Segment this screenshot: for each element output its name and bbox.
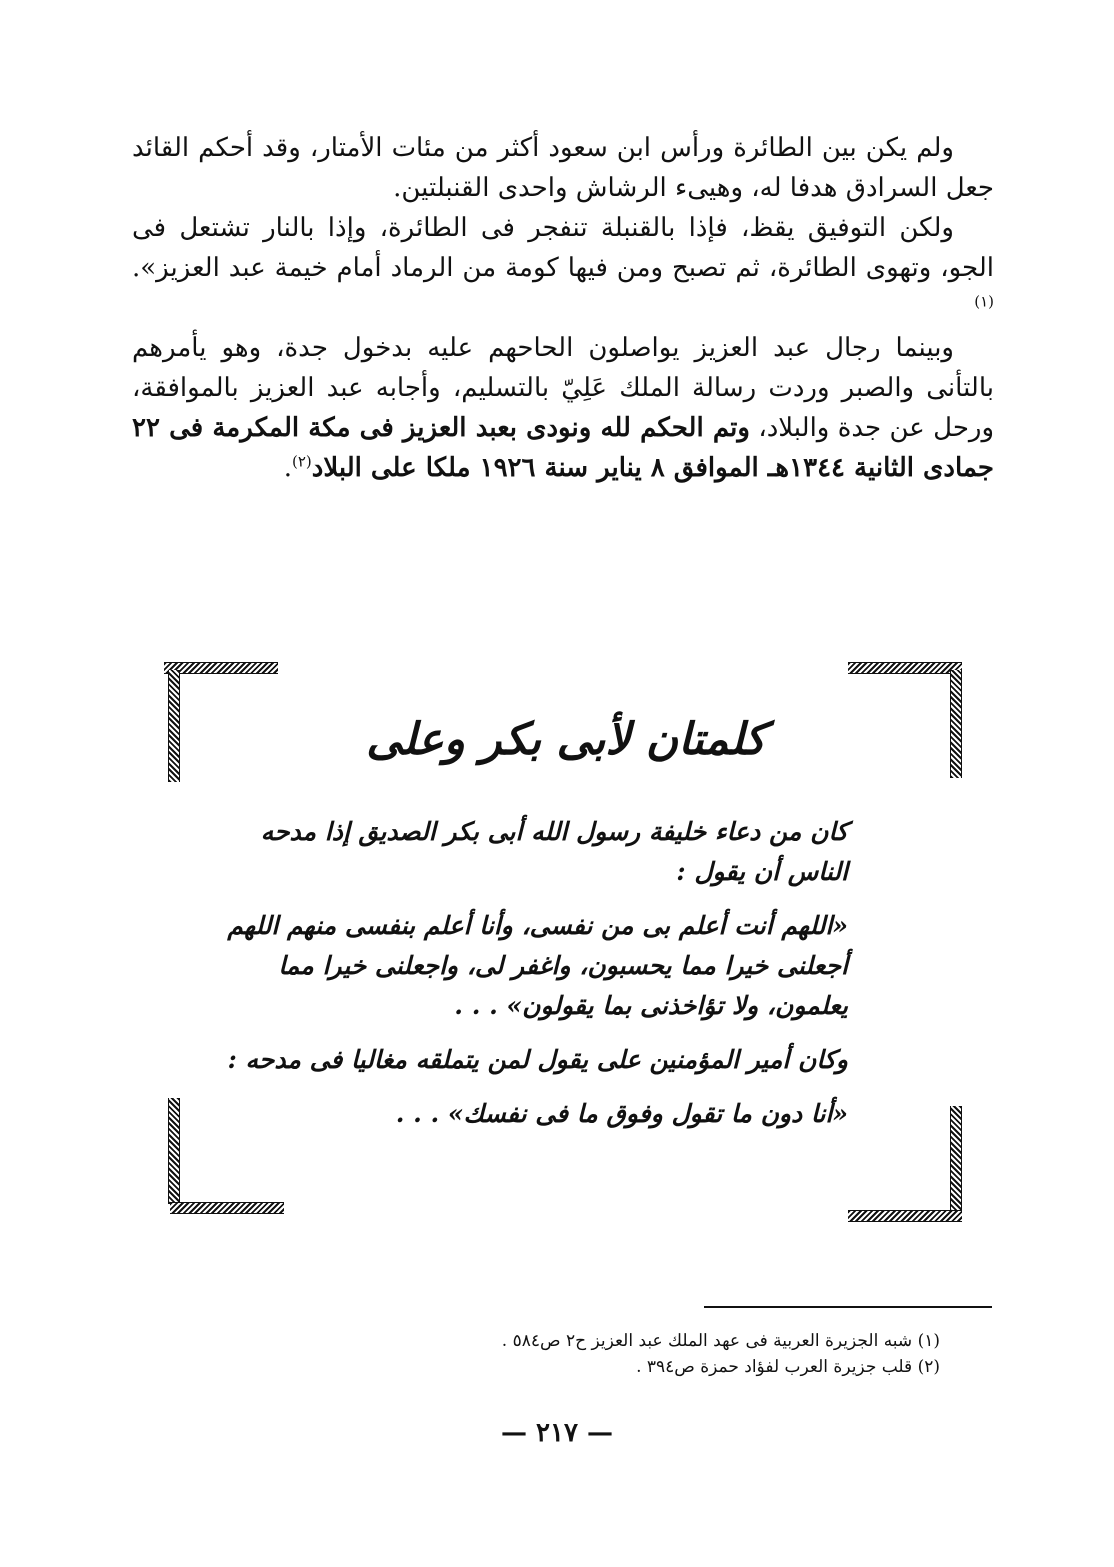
footnote-ref-2: (٢)	[291, 452, 312, 471]
frame-top-right-bar	[848, 662, 962, 674]
paragraph-1	[132, 128, 994, 208]
box-text	[208, 812, 848, 1148]
frame-top-left-bar	[164, 662, 278, 674]
frame-bottom-right-post	[950, 1106, 962, 1212]
box-quote-2: «أنا دون ما تقول وفوق ما فى نفسك» . . .	[395, 1099, 848, 1128]
paragraph-2	[132, 208, 994, 328]
page-number: — ٢١٧ —	[500, 1418, 614, 1448]
paragraph-3-bold-text: وتم الحكم لله ونودى بعبد العزيز فى مكة المكرمة فى ٢٢ جمادى الثانية ١٣٤٤هـ الموافق ٨ يناير سنة ١٩٢٦ ملكا على البلاد	[132, 413, 994, 483]
footnote-ref-1: (١)	[974, 292, 994, 311]
frame-bottom-left-post	[168, 1098, 180, 1204]
body-text	[132, 128, 994, 488]
paragraph-3-end: .	[283, 453, 292, 483]
frame-bottom-left-bar	[170, 1202, 284, 1214]
box-title: كلمتان لأبى بكر وعلى	[366, 714, 766, 765]
box-intro: كان من دعاء خليفة رسول الله أبى بكر الصديق إذا مدحه الناس أن يقول :	[260, 817, 848, 886]
paragraph-1-text: ولم يكن بين الطائرة ورأس ابن سعود أكثر من مئات الأمتار، وقد أحكم القائد جعل السرادق هدفا له، وهيىء الرشاش واحدى القنبلتين.	[132, 133, 994, 203]
paragraph-3-text: وبينما رجال عبد العزيز يواصلون الحاحهم عليه بدخول جدة، وهو يأمرهم بالتأنى والصبر وردت رسالة الملك عَلِيّ بالتسليم، وأجابه عبد العزيز بالموافقة، ورحل عن جدة والبلاد،	[132, 333, 995, 443]
box-intro-2: وكان أمير المؤمنين على يقول لمن يتملقه مغاليا فى مدحه :	[227, 1045, 848, 1074]
box-quote-1: «اللهم أنت أعلم بى من نفسى، وأنا أعلم بنفسى منهم اللهم أجعلنى خيرا مما يحسبون، واغفر لى، واجعلنى خيرا مما يعلمون، ولا تؤاخذنى بما يقولون» . . .	[227, 911, 848, 1020]
footnote-divider	[704, 1306, 992, 1308]
footnote-1: (١) شبه الجزيرة العربية فى عهد الملك عبد العزيز ح٢ ص٥٨٤ .	[501, 1331, 940, 1351]
footnote-2: (٢) قلب جزيرة العرب لفؤاد حمزة ص٣٩٤ .	[636, 1357, 940, 1377]
footnotes	[420, 1328, 940, 1380]
paragraph-2-text: ولكن التوفيق يقظ، فإذا بالقنبلة تنفجر فى الطائرة، وإذا بالنار تشتعل فى الجو، وتهوى الطائرة، ثم تصبح ومن فيها كومة من الرماد أمام خيمة عبد العزيز».	[132, 213, 994, 283]
paragraph-3	[132, 328, 994, 488]
frame-bottom-right-bar	[848, 1210, 962, 1222]
